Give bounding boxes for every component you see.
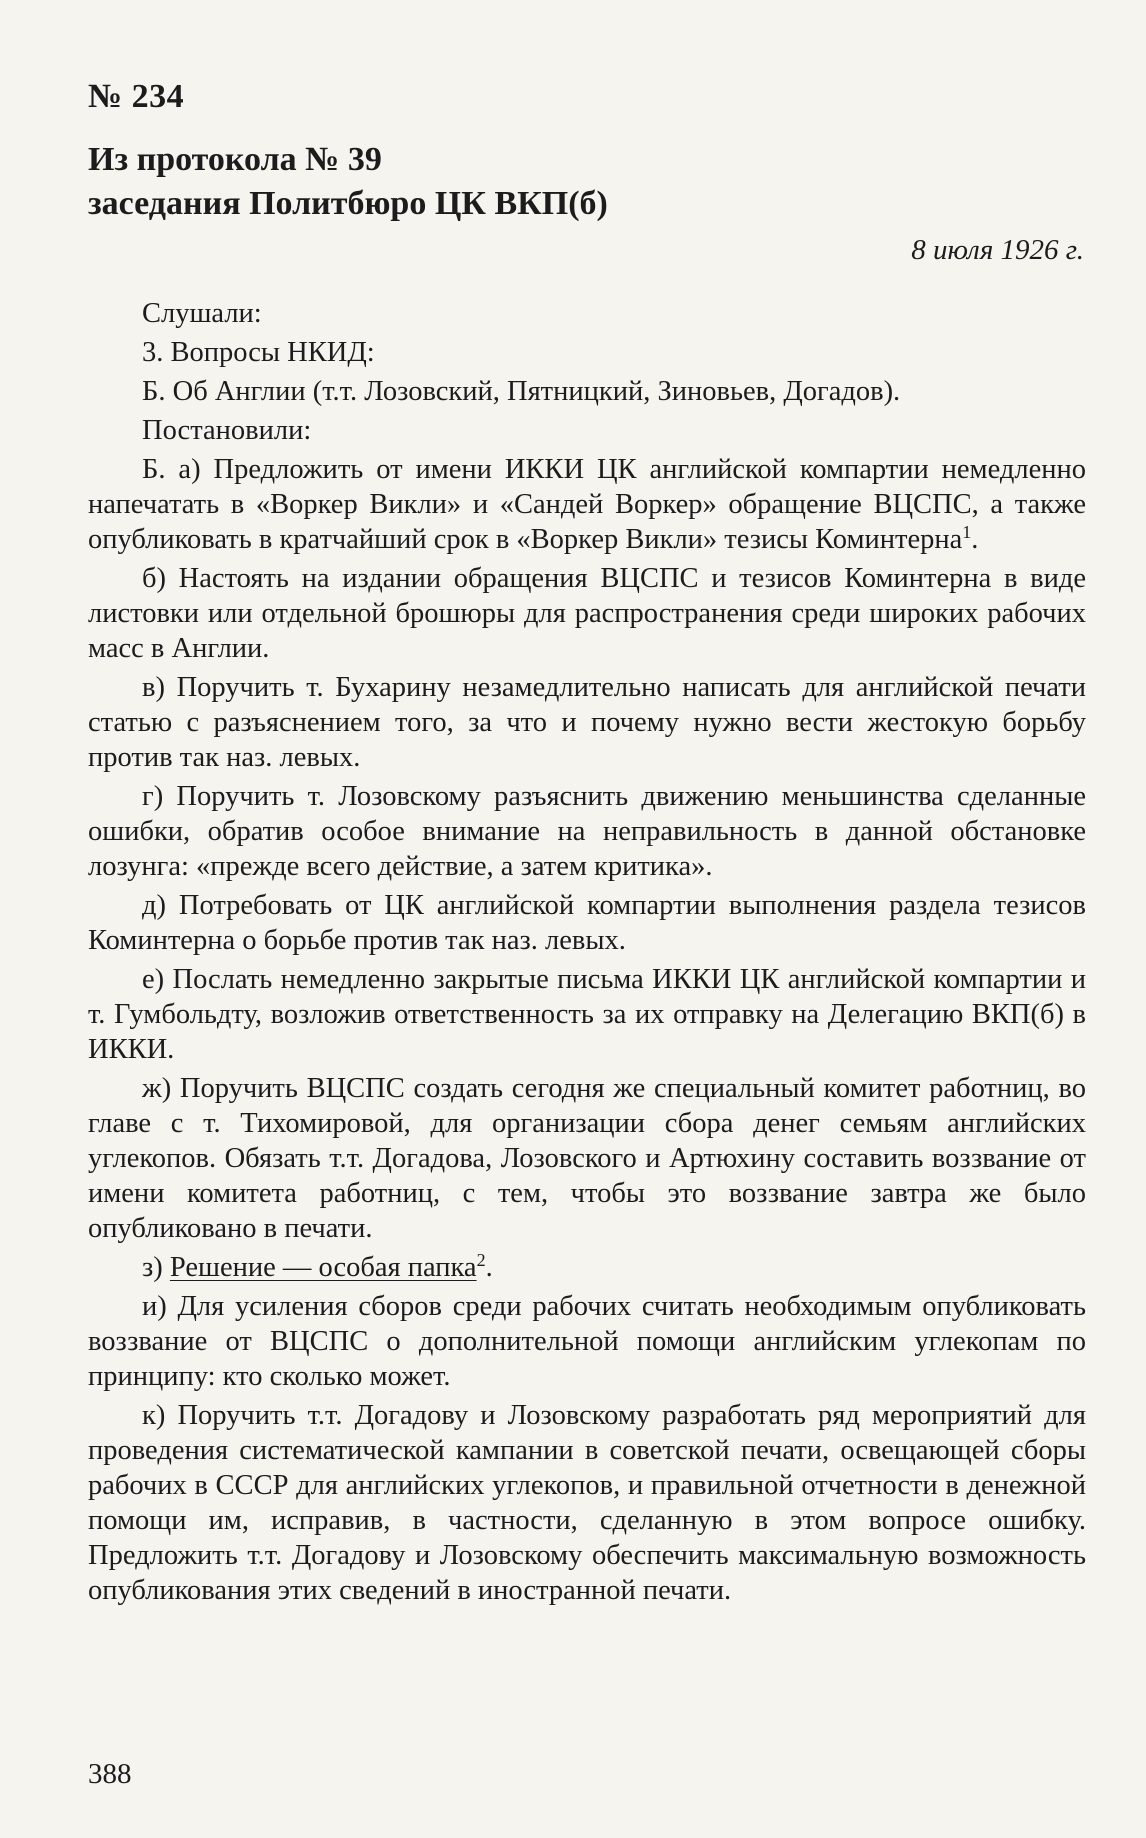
page-number: 388 (88, 1758, 132, 1790)
document-number: № 234 (88, 78, 185, 115)
resolved-label: Постановили: (142, 415, 312, 446)
document-date: 8 июля 1926 г. (911, 234, 1084, 266)
title-line-2: заседания Политбюро ЦК ВКП(б) (88, 185, 608, 222)
title-line-1: Из протокола № 39 (88, 141, 382, 178)
resolution-k: к) Поручить т.т. Догадову и Лозовскому разработать ряд мероприятий для проведения систематической кампании в советской печати, освещающей сборы рабочих в СССР для английских углекопов, и правильной отчетности в денежной помощи им, исправив, в частности, сделанную в этом вопросе ошибку. Предложить т.т. Догадову и Лозовскому обеспечить максимальную возможность опубликования этих сведений в иностранной печати. (88, 1400, 1086, 1606)
resolution-a-end: . (971, 524, 979, 555)
resolution-e: е) Послать немедленно закрытые письма ИККИ ЦК английской компартии и т. Гумбольдту, возложив ответственность за их отправку на Делегацию ВКП(б) в ИККИ. (88, 964, 1086, 1065)
resolution-v: в) Поручить т. Бухарину незамедлительно написать для английской печати статью с разъяснением того, за что и почему нужно вести жестокую борьбу против так наз. левых. (88, 672, 1086, 773)
resolution-i: и) Для усиления сборов среди рабочих считать необходимым опубликовать воззвание от ВЦСПС о дополнительной помощи английским углекопам по принципу: кто сколько может. (88, 1291, 1086, 1392)
resolution-z-prefix: з) (142, 1252, 170, 1283)
resolution-zh: ж) Поручить ВЦСПС создать сегодня же специальный комитет работниц, во главе с т. Тихомировой, для организации сбора денег семьям английских углекопов. Обязать т.т. Догадова, Лозовского и Артюхину составить воззвание от имени комитета работниц, с тем, чтобы это воззвание завтра же было опубликовано в печати. (88, 1073, 1086, 1244)
footnote-ref-1: 1 (962, 522, 972, 542)
resolution-d: д) Потребовать от ЦК английской компартии выполнения раздела тезисов Коминтерна о борьбе против так наз. левых. (88, 890, 1086, 956)
resolution-z (88, 1250, 1086, 1285)
protocol-body (88, 296, 1086, 1612)
resolution-b: б) Настоять на издании обращения ВЦСПС и тезисов Коминтерна в виде листовки или отдельной брошюры для распространения среди широких рабочих масс в Англии. (88, 563, 1086, 664)
resolution-a-text: Б. а) Предложить от имени ИККИ ЦК английской компартии немедленно напечатать в «Воркер Викли» и «Сандей Воркер» обращение ВЦСПС, а также опубликовать в кратчайший срок в «Воркер Викли» тезисы Коминтерна (88, 454, 1086, 555)
resolution-a (88, 452, 1086, 557)
document-title (88, 138, 608, 226)
resolution-z-text: Решение — особая папка (169, 1252, 477, 1283)
heard-subitem: Б. Об Англии (т.т. Лозовский, Пятницкий, Зиновьев, Догадов). (142, 376, 901, 407)
heard-label: Слушали: (142, 298, 262, 329)
resolution-z-end: . (485, 1252, 493, 1283)
footnote-ref-2: 2 (476, 1250, 486, 1270)
heard-item: 3. Вопросы НКИД: (142, 337, 375, 368)
resolution-g: г) Поручить т. Лозовскому разъяснить движению меньшинства сделанные ошибки, обратив особое внимание на неправильность в данной обстановке лозунга: «прежде всего действие, а затем критика». (88, 781, 1086, 882)
